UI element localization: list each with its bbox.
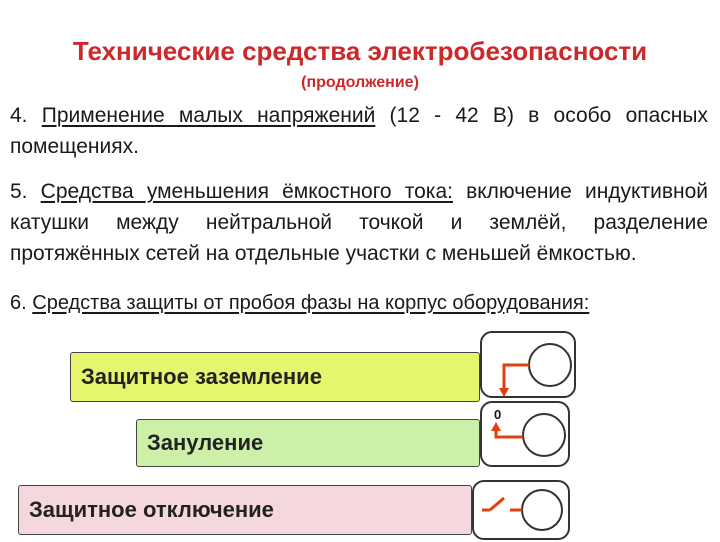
item-4 (10, 100, 708, 162)
neutralling-symbol (480, 401, 570, 467)
item-6-heading: Средства защиты от пробоя фазы на корпус оборудования: (32, 292, 590, 314)
neutralling-label: Зануление (147, 430, 264, 455)
grounding-symbol (480, 331, 576, 398)
item-6-number: 6. (10, 292, 27, 314)
item-5-heading: Средства уменьшения ёмкостного тока: (40, 180, 453, 203)
page-title: Технические средства электробезопасности (72, 36, 648, 66)
shutdown-symbol (472, 480, 570, 540)
item-5 (10, 176, 708, 269)
item-4-text: (12 - 42 В) в особо опасных помещениях. (10, 104, 708, 158)
neutralling-box (136, 419, 480, 467)
switch-diagram-icon (474, 482, 572, 542)
grounding-diagram-icon (482, 333, 578, 400)
page-subtitle: (продолжение) (301, 74, 419, 91)
item-5-number: 5. (10, 180, 28, 203)
protective-grounding-box (70, 352, 480, 402)
neutralling-diagram-icon (482, 403, 572, 469)
item-4-number: 4. (10, 104, 28, 127)
zero-label: 0 (494, 407, 502, 422)
item-6 (10, 288, 708, 318)
item-4-heading: Применение малых напряжений (41, 104, 376, 127)
protective-grounding-label: Защитное заземление (81, 364, 322, 389)
item-5-text: включение индуктивной катушки между нейтральной точкой и землёй, разделение протяжённых сетей на отдельные участки с меньшей ёмкостью. (10, 180, 708, 265)
protective-shutdown-label: Защитное отключение (29, 497, 274, 522)
protective-shutdown-box (18, 485, 472, 535)
